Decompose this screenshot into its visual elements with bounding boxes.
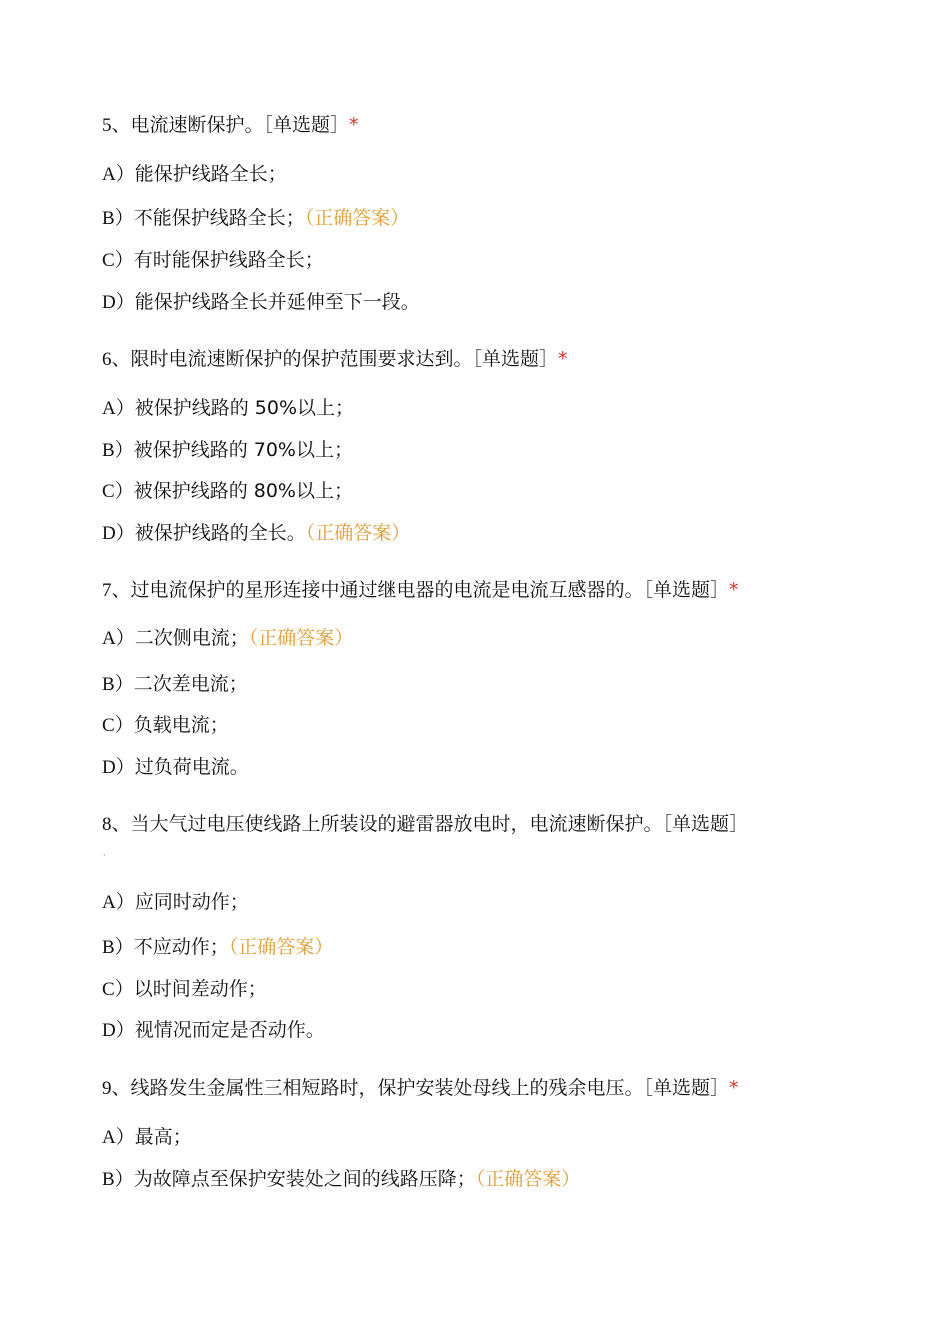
required-marker: * — [349, 114, 359, 136]
option-letter: B — [102, 1169, 115, 1190]
required-marker: * — [729, 1077, 739, 1099]
option-letter: C — [102, 715, 115, 736]
option-text: ）能保护线路全长并延伸至下一段。 — [115, 291, 420, 313]
question-text: 、电流速断保护。［单选题］ — [111, 114, 350, 136]
question-number: 7 — [102, 580, 112, 601]
correct-answer-mark: （正确答案） — [304, 207, 410, 229]
question-text: 、限时电流速断保护的保护范围要求达到。［单选题］ — [111, 348, 559, 370]
option-letter: C — [102, 481, 115, 502]
question-text: 、当大气过电压使线路上所装设的避雷器放电时，电流速断保护。［单选题］ — [111, 813, 749, 835]
option-letter: A — [102, 628, 116, 649]
question-5-title — [102, 112, 359, 139]
required-marker: * — [558, 348, 568, 370]
question-8-option-b — [102, 934, 333, 961]
required-marker: · — [103, 851, 106, 860]
option-letter: D — [102, 757, 116, 778]
option-letter: B — [102, 440, 115, 461]
question-5-option-b — [102, 205, 409, 232]
option-text: ）被保护线路的 50%以上； — [115, 397, 355, 419]
option-text: ）负载电流； — [114, 714, 229, 736]
option-letter: A — [102, 892, 116, 913]
option-text: ）有时能保护线路全长； — [114, 249, 324, 271]
question-6-option-a — [102, 395, 354, 422]
option-text: ）不能保护线路全长； — [114, 207, 305, 229]
option-letter: C — [102, 250, 115, 271]
question-9-option-b — [102, 1166, 580, 1193]
question-number: 9 — [102, 1078, 112, 1099]
option-text: ）被保护线路的全长。 — [115, 522, 306, 544]
question-text: 、过电流保护的星形连接中通过继电器的电流是电流互感器的。［单选题］ — [111, 579, 730, 601]
question-7-option-b — [102, 671, 248, 698]
question-6-option-b — [102, 437, 353, 464]
question-number: 6 — [102, 349, 112, 370]
option-letter: C — [102, 979, 115, 1000]
question-7-option-d — [102, 754, 249, 781]
question-8-title — [102, 811, 748, 838]
correct-answer-mark: （正确答案） — [475, 1168, 581, 1190]
option-text: ）应同时动作； — [115, 891, 249, 913]
question-5-option-c — [102, 247, 324, 274]
option-letter: B — [102, 937, 115, 958]
question-6-option-c — [102, 478, 353, 505]
question-number: 8 — [102, 814, 112, 835]
question-8-option-c — [102, 976, 267, 1003]
option-letter: D — [102, 523, 116, 544]
option-letter: A — [102, 164, 116, 185]
option-letter: D — [102, 292, 116, 313]
option-letter: A — [102, 398, 116, 419]
option-text: ）二次侧电流； — [115, 627, 249, 649]
question-6-title — [102, 346, 568, 373]
option-letter: D — [102, 1020, 116, 1041]
question-number: 5 — [102, 115, 112, 136]
question-8-option-d — [102, 1017, 325, 1044]
question-5-option-d — [102, 289, 420, 316]
option-text: ）视情况而定是否动作。 — [115, 1019, 325, 1041]
option-text: ）过负荷电流。 — [115, 756, 249, 778]
question-7-title — [102, 577, 739, 604]
question-7-option-a — [102, 625, 353, 652]
option-text: ）最高； — [115, 1126, 192, 1148]
option-letter: B — [102, 208, 115, 229]
question-8-option-a — [102, 889, 249, 916]
question-7-option-c — [102, 712, 229, 739]
option-text: ）被保护线路的 70%以上； — [114, 439, 353, 461]
option-text: ）能保护线路全长； — [115, 163, 287, 185]
option-text: ）以时间差动作； — [114, 978, 267, 1000]
correct-answer-mark: （正确答案） — [305, 522, 411, 544]
required-marker: * — [729, 579, 739, 601]
option-text: ）不应动作； — [114, 936, 229, 958]
option-letter: B — [102, 674, 115, 695]
correct-answer-mark: （正确答案） — [248, 627, 354, 649]
question-9-title — [102, 1075, 739, 1102]
question-9-option-a — [102, 1124, 192, 1151]
option-text: ）为故障点至保护安装处之间的线路压降； — [114, 1168, 476, 1190]
question-5-option-a — [102, 161, 287, 188]
option-text: ）二次差电流； — [114, 673, 248, 695]
question-6-option-d — [102, 520, 410, 547]
option-text: ）被保护线路的 80%以上； — [114, 480, 353, 502]
question-text: 、线路发生金属性三相短路时，保护安装处母线上的残余电压。［单选题］ — [111, 1077, 730, 1099]
option-letter: A — [102, 1127, 116, 1148]
correct-answer-mark: （正确答案） — [228, 936, 334, 958]
